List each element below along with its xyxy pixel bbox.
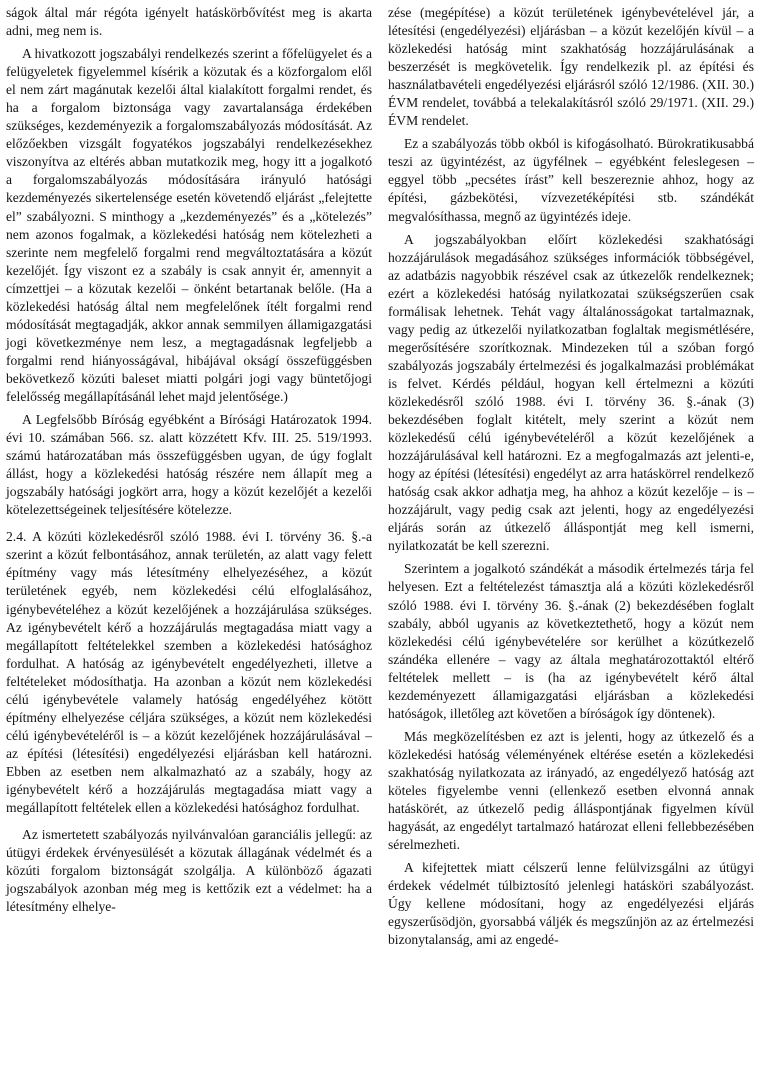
paragraph: A hivatkozott jogszabályi rendelkezés szerint a főfelügyelet és a felügyeletek figyelemmel kísérik a közutak és a közforgalom elől el nem zárt magánutak kezelői által kialakított forgalmi rendet, és ha a forgalom biztonsága vagy zavartalansága érdekében szükséges, kezdeményezik a forgalomszabályozás módosítását. Az előzőekben vizsgált fogyatékos jogszabályi rendelkezésekhez viszonyítva az eltérés abban mutatkozik meg, hogy itt a jogalkotó a forgalomszabályozás módosítására irányuló hatósági kezdeményezés sikertelensége esetén követendő eljárást „felejtette el” szabályozni. S minthogy a „kezdeményezés” és a „kötelezés” nem azonos fogalmak, a közlekedési hatóság nem kötelezheti a szerinte nem megfelelő forgalmi rend megváltoztatására a közút kezelőjét. Így viszont ez a szabály is csak annyit ér, amennyit a címzettjei – a közutak kezelői – önként betartanak belőle. (Ha a közlekedési hatóság által nem megfelelőnek ítélt forgalmi rend módosítását megtagadják, akkor annak semmilyen államigazgatási jogi következménye nem lesz, a megtagadásnak legfeljebb a forgalmi rend hiányosságával, hibájával okságí összefüggésben bekövetkező közúti baleset miatti polgári jogi vagy büntetőjogi felelősség megállapításánál lehet majd jelentősége.)	[6, 46, 372, 404]
paragraph: Ez a szabályozás több okból is kifogásolható. Bürokratikusabbá teszi az ügyintézést, az ügyfélnek – egyébként feleslegesen – eggyel több „pecsétes írást” kell beszereznie ahhoz, hogy az építési, gázbekötési, vízvezetéképítési stb. szándékát megvalósíthassa, megnő az ügyintézés ideje.	[388, 136, 754, 224]
paragraph: A Legfelsőbb Bíróság egyébként a Bírósági Határozatok 1994. évi 10. számában 566. sz. alatt közzétett Kfv. III. 25. 519/1993. számú határozatában más összefüggésben ugyan, de úgy foglalt állást, hogy a közlekedési hatóság részére nem állapít meg a jogszabály hatósági jogkört arra, hogy a közút kezelőjét a kezelői kötelezettségeinek teljesítésére kötelezze.	[6, 412, 372, 518]
right-column	[388, 4, 754, 1092]
paragraph: Szerintem a jogalkotó szándékát a második értelmezés tárja fel helyesen. Ezt a feltételezést támasztja alá a közúti közlekedésről szóló 1988. évi I. törvény 36. §.-ának (2) bekezdésében foglalt szabály, abból ugyanis az következtethető, hogy a közút nem közlekedési célú igénybevételére sor kerülhet a közútkezelő szándéka ellenére – vagy az általa meghatározottaktól eltérő feltételek mellett – is (ha az igénybevételt kérő által kezdeményezett államigazgatási eljárásban a közlekedési hatóságok, illetőleg azt követően a bíróságok így döntenek).	[388, 561, 754, 721]
section-paragraph-2-4: 2.4. A közúti közlekedésről szóló 1988. évi I. törvény 36. §.-a szerint a közút felbontásához, annak területén, az alatt vagy felett építmény vagy más létesítmény elhelyezéséhez, a közút területének egyéb, nem közlekedési célú elfoglalásához, igénybevételéhez a közút kezelőjének a hozzájárulása szükséges. Az igénybevételt kérő a hozzájárulás megtagadása miatt vagy a megállapított feltételekkel szemben a közlekedési hatósághoz fordulhat. A hatóság az igénybevételt engedélyezheti, illetve a feltételeket módosíthatja. Ha azonban a közút nem közlekedési célú igénybevétele valamely hatóság engedélyéhez kötött építmény elhelyezése céljára szükséges, a közút nem közlekedési célú igénybevételéről is – a közút kezelőjének hozzájárulásával – az építési (létesítési) engedélyezési eljárásban kell határozni. Ebben az esetben nem alkalmazható az a szabály, hogy az igénybevételt kérő a hozzájárulás megtagadása miatt vagy a megállapított feltételek ellen a közlekedési hatósághoz fordulhat.	[6, 529, 372, 816]
paragraph: A kifejtettek miatt célszerű lenne felülvizsgálni az útügyi érdekek védelmét túlbiztosító jelenlegi hatásköri szabályozást. Úgy kellene módosítani, hogy az engedélyezési eljárás egyszerűsödjön, gyorsabbá váljék és megszűnjön az az értelmezési bizonytalanság, ami az engedé-	[388, 860, 754, 948]
paragraph: A jogszabályokban előírt közlekedési szakhatósági hozzájárulások megadásához szükséges információk többségével, az adatbázis nagyobbik részével csak az útkezelők rendelkeznek; ezért a közlekedési hatóság nyilatkozatai szükségszerűen csak formálisak lehetnek. Tehát vagy általánosságokat tartalmaznak, vagy pedig az útkezelői nyilatkozatban foglaltak megismétlésére, megerősítésére szorítkoznak. Mindezeken túl a szóban forgó szabályozás jogszabály értelmezési és jogalkalmazási problémákat is felvet. Kérdés például, hogyan kell értelmezni a közúti közlekedésről szóló 1988. évi I. törvény 36. §.-ának (3) bekezdésében foglalt kitételt, mely szerint a közút nem közlekedésű célú igénybevételéről a közút kezelőjének a hozzájárulásával kell határozni. Ez a megfogalmazás azt jelenti-e, hogy az építési (létesítési) engedélyt az arra hatáskörrel rendelkező hatóság csak akkor adhatja meg, ha ahhoz a közút kezelője – is – hozzájárult, vagy pedig csak azt jelenti, hogy az engedélyezési eljárás során az útkezelő álláspontját meg kell ismerni, nyilatkozatát be kell szerezni.	[388, 231, 754, 554]
paragraph: ságok által már régóta igényelt hatáskörbővítést meg is akarta adni, meg nem is.	[6, 5, 372, 39]
left-column	[6, 4, 372, 1092]
paragraph: zése (megépítése) a közút területének igénybevételével jár, a létesítési (engedélyezési) eljárásban – a közút kezelőjén kívül – a közlekedési hatóság mint szakhatóság hozzájárulásának a beszerzését is megkövetelik. Így rendelkezik pl. az építési és használatbavételi engedélyezési eljárásról szóló 12/1986. (XII. 30.) ÉVM rendelet, továbbá a telekalakításról szóló 29/1971. (XII. 29.) ÉVM rendelet.	[388, 5, 754, 129]
paragraph: Az ismertetett szabályozás nyilvánvalóan garanciális jellegű: az útügyi érdekek érvényesülését a közutak állagának védelmét és a közúti forgalom biztonságát szolgálja. A különböző ágazati jogszabályok azonban még meg is kettőzik ezt a védelmet: ha a létesítmény elhelye-	[6, 827, 372, 915]
paragraph: Más megközelítésben ez azt is jelenti, hogy az útkezelő és a közlekedési hatóság véleményének eltérése esetén a közlekedési szakhatóság nyilatkozata az irányadó, az engedélyező hatóság azt köteles figyelembe venni (ellenkező esetben elvonná annak hatáskörét, az útkezelő pedig álláspontjának figyelmen kívül hagyását, az engedélyt tartalmazó határozat elleni fellebbezésében sérelmezheti.	[388, 728, 754, 853]
